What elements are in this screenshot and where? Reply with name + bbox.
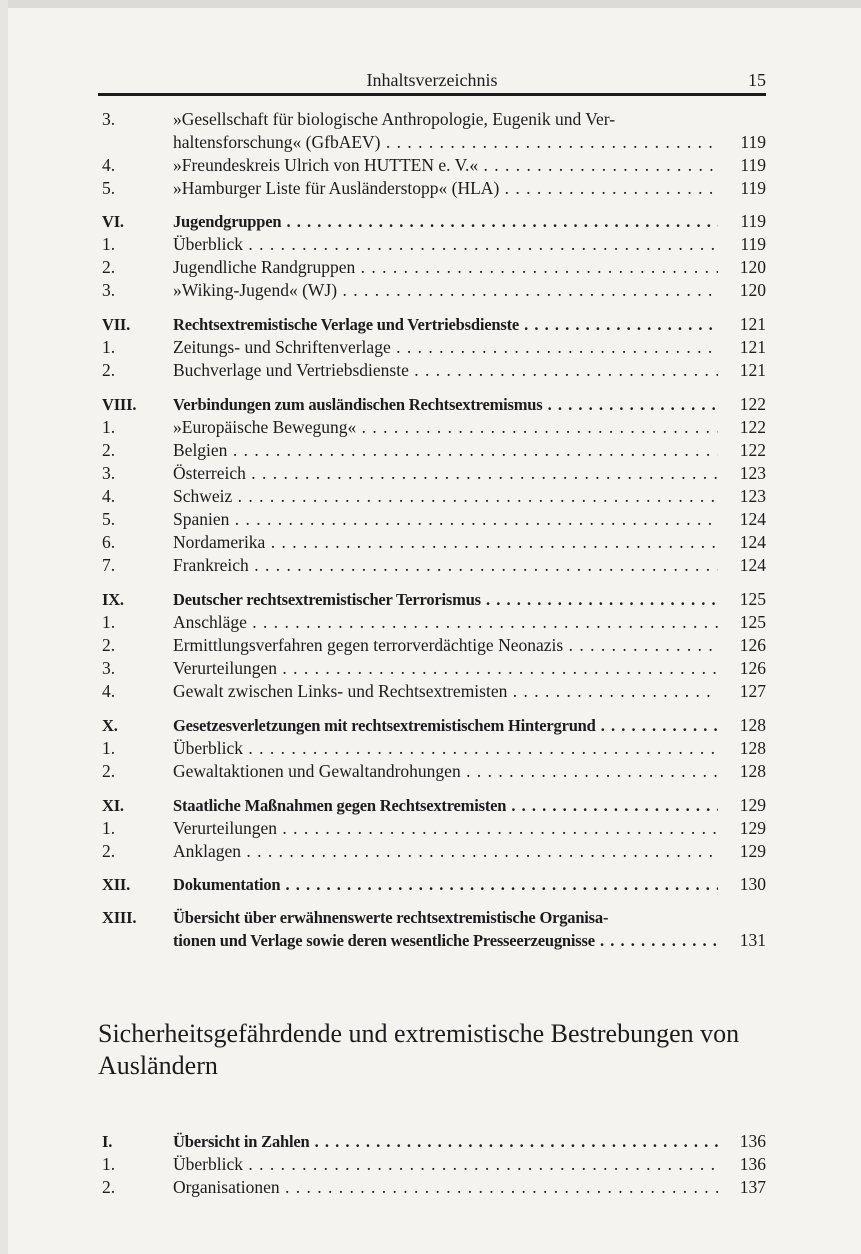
toc-entry <box>98 873 766 896</box>
toc-entry-label: Zeitungs- und Schriftenverlage . . . <box>173 336 718 359</box>
toc-entry-label: Deutscher rechtsextremistischer Terrorismus . . . <box>173 588 718 611</box>
toc-entry-number: 1. <box>102 337 116 357</box>
toc-entry <box>98 233 766 256</box>
toc-entry <box>98 439 766 462</box>
toc-entry-page: 123 <box>739 463 766 483</box>
toc-entry-number: 1. <box>102 1154 116 1174</box>
toc-entry-number: 1. <box>102 738 116 758</box>
toc-entry-page: 124 <box>739 555 766 575</box>
toc-entry-label: »Gesellschaft für biologische Anthropologie, Eugenik und Ver- <box>173 109 616 129</box>
toc-entry-page: 128 <box>739 761 766 781</box>
toc-entry-page: 119 <box>740 211 766 231</box>
toc-entry <box>98 177 766 200</box>
toc-entry-label: Staatliche Maßnahmen gegen Rechtsextremisten . . . <box>173 794 718 817</box>
toc-entry-number: 2. <box>102 635 116 655</box>
toc-entry-page: 119 <box>740 178 766 198</box>
toc-entry-number: 7. <box>102 555 116 575</box>
toc-entry-label: Übersicht über erwähnenswerte rechtsextremistische Organisa- <box>173 908 609 927</box>
toc-entry <box>98 256 766 279</box>
toc-entry-label: Verurteilungen . . . <box>173 657 718 680</box>
toc-entry <box>98 154 766 177</box>
toc-entry-number: 2. <box>102 841 116 861</box>
toc-entry-label: Nordamerika . . . <box>173 531 718 554</box>
toc-entry-label: Rechtsextremistische Verlage und Vertriebsdienste . . . <box>173 313 718 336</box>
toc-entry <box>98 1153 766 1176</box>
toc-entry-label: Ermittlungsverfahren gegen terrorverdächtige Neonazis . . . <box>173 634 718 657</box>
toc-entry <box>98 1130 766 1153</box>
toc-entry-number: XIII. <box>102 908 137 927</box>
toc-entry-page: 119 <box>740 234 766 254</box>
toc-entry <box>98 416 766 439</box>
toc-entry-number: 3. <box>102 463 116 483</box>
toc-entry-page: 120 <box>739 280 766 300</box>
toc-entry-label: Überblick . . . <box>173 1153 718 1176</box>
toc-entry-label: »Wiking-Jugend« (WJ) . . . <box>173 279 718 302</box>
toc-entry-number: 3. <box>102 109 116 129</box>
toc-entry <box>98 929 766 952</box>
toc-entry <box>98 508 766 531</box>
toc-entry-number: 3. <box>102 280 116 300</box>
toc-entry-number: 1. <box>102 818 116 838</box>
toc-entry-number: 4. <box>102 681 116 701</box>
toc-entry-number: 1. <box>102 612 116 632</box>
toc-entry <box>98 760 766 783</box>
running-title: Inhaltsverzeichnis <box>366 70 498 90</box>
toc-entry-label: Buchverlage und Vertriebsdienste . . . <box>173 359 718 382</box>
toc-entry-label: Österreich . . . <box>173 462 718 485</box>
toc-entry <box>98 680 766 703</box>
toc-entry <box>98 485 766 508</box>
toc-entry <box>98 531 766 554</box>
header-rule <box>98 93 766 96</box>
toc-entry-page: 129 <box>739 818 766 838</box>
toc-entry <box>98 794 766 817</box>
toc-entry-number: 2. <box>102 257 116 277</box>
toc-entry-page: 122 <box>739 417 766 437</box>
toc-entry-page: 126 <box>739 635 766 655</box>
toc-entry-number: 3. <box>102 658 116 678</box>
toc-entry-page: 121 <box>739 337 766 357</box>
toc-entry <box>98 634 766 657</box>
toc-entry-page: 123 <box>739 486 766 506</box>
toc-entry <box>98 359 766 382</box>
toc-entry-number: VII. <box>102 315 131 334</box>
toc-entry <box>98 393 766 416</box>
toc-entry-label: Verbindungen zum ausländischen Rechtsextremismus . . . <box>173 393 718 416</box>
toc-entry-number: 5. <box>102 178 116 198</box>
toc-entry-label: »Europäische Bewegung« . . . <box>173 416 718 439</box>
toc-entry-number: XI. <box>102 796 124 815</box>
toc-entry-number: 2. <box>102 761 116 781</box>
toc-entry <box>98 1176 766 1199</box>
toc-entry-label: Überblick . . . <box>173 233 718 256</box>
toc-entry-page: 119 <box>740 132 766 152</box>
toc-entry <box>98 714 766 737</box>
toc-entry-page: 124 <box>739 509 766 529</box>
toc-entry-label: Gewalt zwischen Links- und Rechtsextremisten . . . <box>173 680 718 703</box>
toc-entry-number: 6. <box>102 532 116 552</box>
toc-entry-number: X. <box>102 716 118 735</box>
toc-entry-number: 4. <box>102 486 116 506</box>
toc-entry-label: Jugendgruppen . . . <box>173 210 718 233</box>
toc-entry <box>98 657 766 680</box>
toc-entry-label: Anschläge . . . <box>173 611 718 634</box>
toc-entry-label: Jugendliche Randgruppen . . . <box>173 256 718 279</box>
toc-entry <box>98 588 766 611</box>
toc-entry <box>98 906 766 929</box>
toc-entry-page: 130 <box>739 874 766 894</box>
toc-entry-label: haltensforschung« (GfbAEV) . . . <box>173 131 718 154</box>
toc-entry <box>98 313 766 336</box>
toc-entry <box>98 108 766 131</box>
toc-entry-number: VI. <box>102 212 124 231</box>
toc-entry-number: 2. <box>102 1177 116 1197</box>
toc-entry-page: 125 <box>739 612 766 632</box>
toc-entry-label: Schweiz . . . <box>173 485 718 508</box>
scan-edge-left <box>0 0 8 1254</box>
toc-entry-page: 129 <box>739 795 766 815</box>
toc-entry-page: 131 <box>739 930 766 950</box>
toc-entry-number: 2. <box>102 360 116 380</box>
page-header <box>98 70 766 92</box>
toc-entry-label: Spanien . . . <box>173 508 718 531</box>
toc-entry <box>98 840 766 863</box>
toc-entry <box>98 131 766 154</box>
toc-entry <box>98 462 766 485</box>
toc-entry-page: 125 <box>739 589 766 609</box>
toc-entry-page: 136 <box>739 1154 766 1174</box>
toc-entry-label: Dokumentation . . . <box>173 873 718 896</box>
toc-entry <box>98 279 766 302</box>
toc-entry-page: 128 <box>739 738 766 758</box>
toc-entry-label: Belgien . . . <box>173 439 718 462</box>
toc-entry-page: 128 <box>739 715 766 735</box>
toc-entry-number: XII. <box>102 875 131 894</box>
toc-entry-label: Überblick . . . <box>173 737 718 760</box>
toc-entry-label: Anklagen . . . <box>173 840 718 863</box>
toc-entry-number: 5. <box>102 509 116 529</box>
toc-entry-number: 1. <box>102 234 116 254</box>
toc-entry-page: 121 <box>739 360 766 380</box>
toc-entry <box>98 554 766 577</box>
toc-entry-label: Frankreich . . . <box>173 554 718 577</box>
toc-entry-number: I. <box>102 1132 113 1151</box>
toc-entry-label: Organisationen . . . <box>173 1176 718 1199</box>
toc-entry-label: Übersicht in Zahlen . . . <box>173 1130 718 1153</box>
toc-entry-number: 1. <box>102 417 116 437</box>
section-heading: Sicherheitsgefährdende und extremistische Bestrebungen von Ausländern <box>98 1019 740 1080</box>
page-number: 15 <box>748 70 766 90</box>
toc-entry <box>98 611 766 634</box>
toc-entry-label: tionen und Verlage sowie deren wesentliche Presseerzeugnisse . . . <box>173 929 718 952</box>
toc-entry-page: 129 <box>739 841 766 861</box>
toc-entry <box>98 817 766 840</box>
toc-entry-page: 122 <box>739 394 766 414</box>
toc-entry <box>98 210 766 233</box>
scan-edge-top <box>0 0 861 8</box>
toc-entry <box>98 336 766 359</box>
toc-entry-page: 137 <box>739 1177 766 1197</box>
toc-entry-page: 136 <box>739 1131 766 1151</box>
toc-entry-number: 2. <box>102 440 116 460</box>
toc-entry-page: 121 <box>739 314 766 334</box>
toc-entry-label: Gesetzesverletzungen mit rechtsextremistischem Hintergrund . . . <box>173 714 718 737</box>
toc-entry-label: Gewaltaktionen und Gewaltandrohungen . . . <box>173 760 718 783</box>
toc-entry-label: »Freundeskreis Ulrich von HUTTEN e. V.« . . . <box>173 154 718 177</box>
toc-entry <box>98 737 766 760</box>
toc-entry-page: 122 <box>739 440 766 460</box>
toc-entry-number: VIII. <box>102 395 137 414</box>
toc-entry-page: 119 <box>740 155 766 175</box>
toc-entry-number: 4. <box>102 155 116 175</box>
toc-entry-page: 126 <box>739 658 766 678</box>
toc-entry-label: Verurteilungen . . . <box>173 817 718 840</box>
toc-entry-page: 127 <box>739 681 766 701</box>
toc-entry-page: 124 <box>739 532 766 552</box>
toc-entry-label: »Hamburger Liste für Ausländerstopp« (HLA) . . . <box>173 177 718 200</box>
toc-entry-number: IX. <box>102 590 124 609</box>
toc-entry-page: 120 <box>739 257 766 277</box>
